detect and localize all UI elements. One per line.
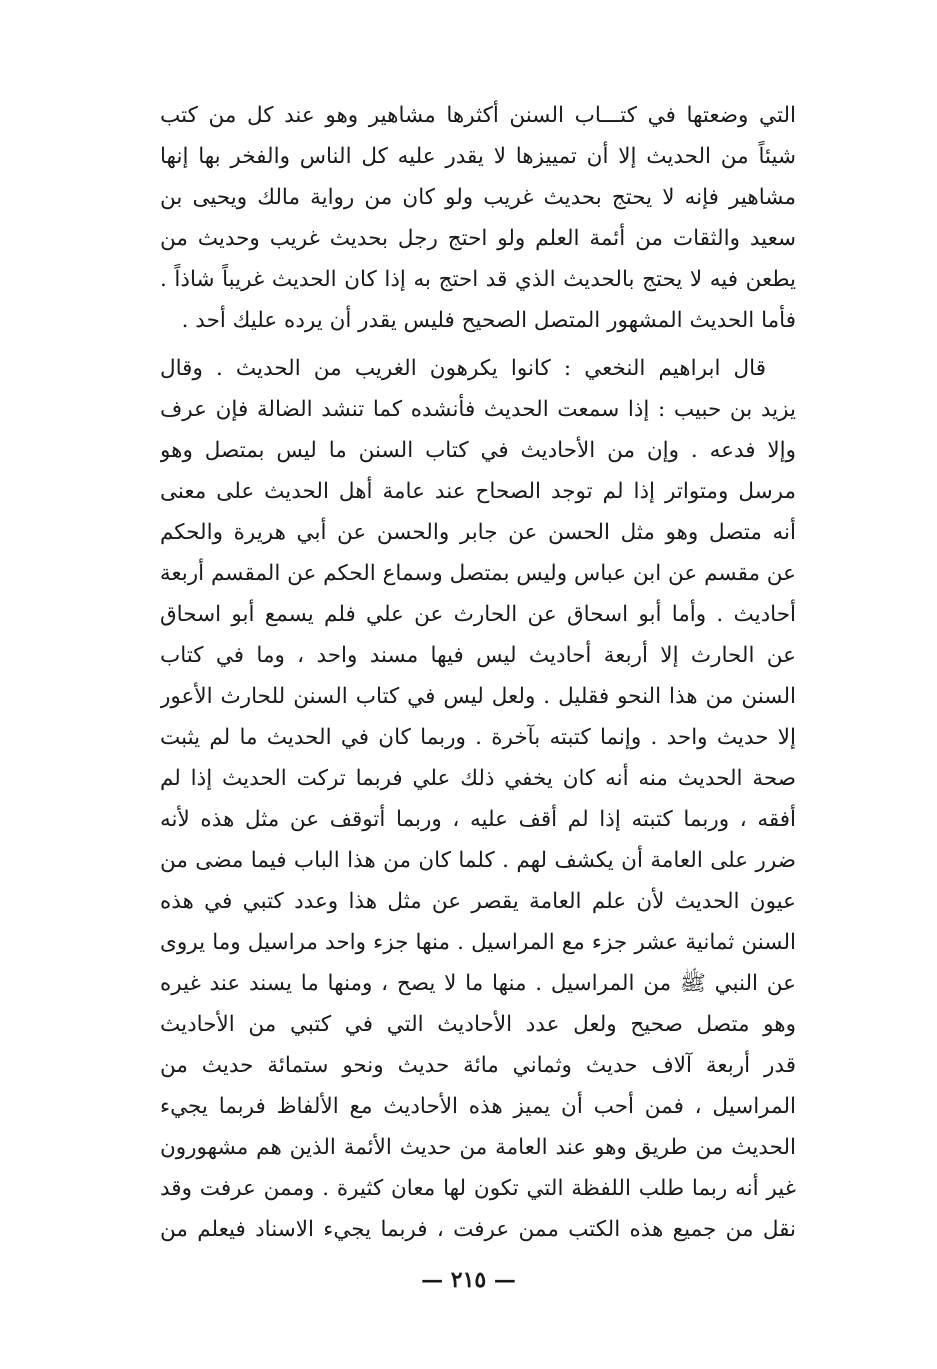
- text-line: فأما الحديث المشهور المتصل الصحيح فليس يقدر أن يرده عليك أحد .: [181, 308, 796, 333]
- paragraph-1: [160, 95, 796, 341]
- text-line: مشاهير فإنه لا يحتج بحديث غريب ولو كان من رواية مالك ويحيى بن: [160, 185, 796, 210]
- text-line: يطعن فيه لا يحتج بالحديث الذي قد احتج به إذا كان الحديث غريباً شاذاً .: [160, 267, 796, 292]
- text-line: عن مقسم عن ابن عباس وليس بمتصل وسماع الحكم عن المقسم أربعة: [160, 561, 796, 586]
- text-line: إلا حديث واحد . وإنما كتبته بآخرة . وربما كان في الحديث ما لم يثبت: [160, 725, 796, 750]
- text-line: أنه متصل وهو مثل الحسن عن جابر والحسن عن أبي هريرة والحكم: [160, 520, 796, 545]
- text-line: السنن ثمانية عشر جزء مع المراسيل . منها جزء واحد مراسيل وما يروى: [160, 930, 796, 955]
- text-line: سعيد والثقات من أئمة العلم ولو احتج رجل بحديث غريب وحديث من: [160, 226, 796, 251]
- text-line: غير أنه ربما طلب اللفظة التي تكون لها معان كثيرة . وممن عرفت وقد: [160, 1176, 796, 1201]
- text-line: مرسل ومتواتر إذا لم توجد الصحاح عند عامة أهل الحديث على معنى: [160, 479, 796, 504]
- text-line: ضرر على العامة أن يكشف لهم . كلما كان من هذا الباب فيما مضى من: [160, 848, 796, 873]
- text-line: عن النبي ﷺ من المراسيل . منها ما لا يصح ، ومنها ما يسند عند غيره: [160, 971, 796, 996]
- text-line: صحة الحديث منه أنه كان يخفي ذلك علي فربما تركت الحديث إذا لم: [160, 766, 796, 791]
- text-line: أحاديث . وأما أبو اسحاق عن الحارث عن علي فلم يسمع أبو اسحاق: [160, 602, 796, 627]
- text-line: يزيد بن حبيب : إذا سمعت الحديث فأنشده كما تنشد الضالة فإن عرف: [160, 397, 796, 422]
- text-line: شيئاً من الحديث إلا أن تمييزها لا يقدر عليه كل الناس والفخر بها إنها: [160, 144, 796, 169]
- text-line: عيون الحديث لأن علم العامة يقصر عن مثل هذا وعدد كتبي في هذه: [160, 889, 796, 914]
- text-line: عن الحارث إلا أربعة أحاديث ليس فيها مسند واحد ، وما في كتاب: [160, 643, 796, 668]
- text-line: الحديث من طريق وهو عند العامة من حديث الأئمة الذين هم مشهورون: [160, 1135, 796, 1160]
- page-number: — ٢١٥ —: [421, 1267, 516, 1293]
- text-line: نقل من جميع هذه الكتب ممن عرفت ، فربما يجيء الاسناد فيعلم من: [160, 1217, 796, 1242]
- text-line: السنن من هذا النحو فقليل . ولعل ليس في كتاب السنن للحارث الأعور: [160, 684, 796, 709]
- text-line: قدر أربعة آلاف حديث وثماني مائة حديث ونحو ستمائة حديث من: [160, 1053, 796, 1078]
- text-line: المراسيل ، فمن أحب أن يميز هذه الأحاديث مع الألفاظ فربما يجيء: [160, 1094, 796, 1119]
- paragraph-2: [160, 348, 796, 1250]
- text-line: التي وضعتها في كتـــاب السنن أكثرها مشاهير وهو عند كل من كتب: [160, 103, 796, 128]
- text-line: وإلا فدعه . وإن من الأحاديث في كتاب السنن ما ليس بمتصل وهو: [160, 438, 796, 463]
- text-line: وهو متصل صحيح ولعل عدد الأحاديث التي في كتبي من الأحاديث: [160, 1012, 796, 1037]
- text-line: أفقه ، وربما كتبته إذا لم أقف عليه ، وربما أتوقف عن مثل هذه لأنه: [160, 807, 796, 832]
- text-line: قال ابراهيم النخعي : كانوا يكرهون الغريب من الحديث . وقال: [160, 356, 766, 381]
